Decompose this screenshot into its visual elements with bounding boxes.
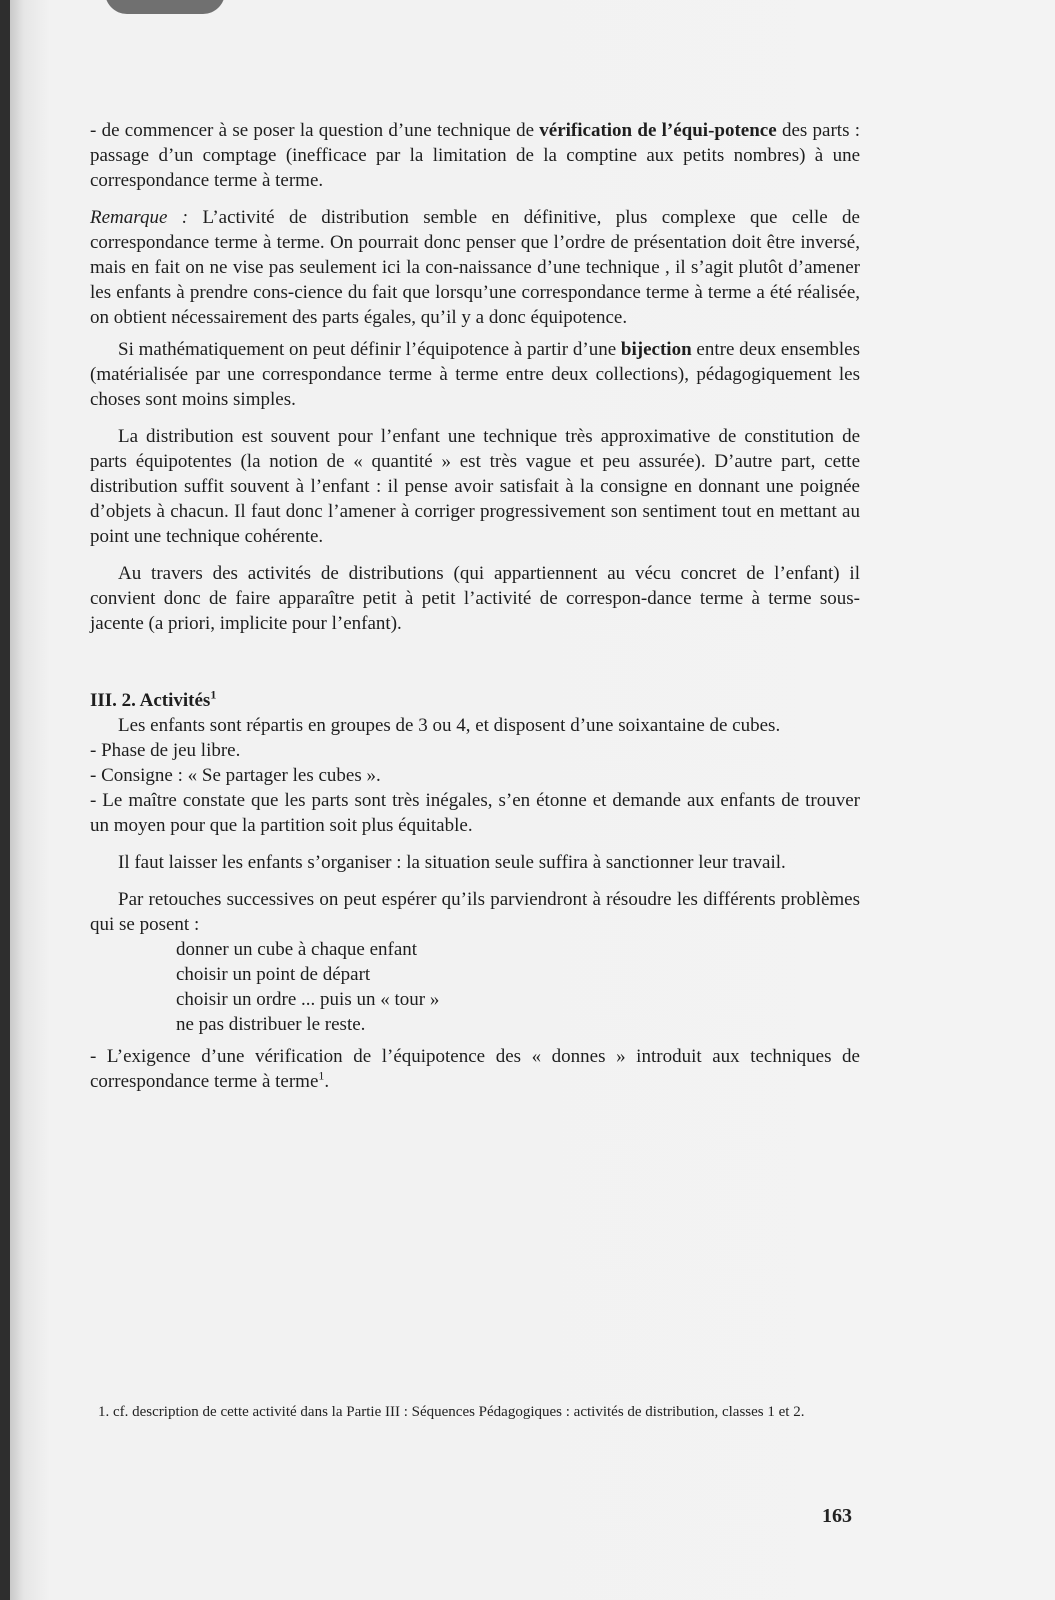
paragraph-distribution: La distribution est souvent pour l’enfant une technique très approximative de constitution de parts équipotentes (la notion de « quantité » est très vague et peu assurée). D’autre part, cette distribution suffit souvent à l’enfant : il pense avoir satisfait à la consigne en donnant une poignée d’objets à chacun. Il faut donc l’amener à corriger progressivement son sentiment tout en mettant au point une technique cohérente. (90, 426, 860, 547)
paragraph-retouches: Par retouches successives on peut espérer qu’ils parviendront à résoudre les différents problèmes qui se posent : (90, 889, 860, 935)
paragraph-bijection: Si mathématiquement on peut définir l’équipotence à partir d’une bijection entre deux ensembles (matérialisée par une correspondance terme à terme entre deux collections), pédagogiquement les choses sont moins simples. (90, 339, 860, 410)
footnote: 1. cf. description de cette activité dans la Partie III : Séquences Pédagogiques : activités de distribution, classes 1 et 2. (98, 1404, 805, 1420)
paragraph-remarque: Remarque : L’activité de distribution semble en définitive, plus complexe que celle de correspondance terme à terme. On pourrait donc penser que l’ordre de présentation doit être inversé, mais en fait on ne vise pas seulement ici la con-naissance d’une technique , il s’agit plutôt d’amener les enfants à prendre cons-cience du fait que lorsqu’une correspondance terme à terme a été réalisée, on obtient nécessairement des parts égales, qu’il y a donc équipotence. (90, 207, 860, 328)
paragraph-au-travers: Au travers des activités de distributions (qui appartiennent au vécu concret de l’enfant) il convient donc de faire apparaître petit à petit l’activité de correspon-dance terme à terme sous-jacente (a priori, implicite pour l’enfant). (90, 563, 860, 634)
bold-term: bijection (620, 339, 692, 360)
body-text (90, 118, 860, 1094)
list-item: - Consigne : « Se partager les cubes ». (90, 765, 381, 786)
scan-artifact (105, 0, 225, 14)
paragraph-organiser: Il faut laisser les enfants s’organiser : la situation seule suffira à sanctionner leur travail. (118, 852, 786, 873)
list-item: - Phase de jeu libre. (90, 740, 241, 761)
paragraph-verification: - de commencer à se poser la question d’une technique de vérification de l’équi-potence des parts : passage d’un comptage (inefficace par la limitation de la comptine aux petits nombres) à une correspondance terme à terme. (90, 120, 860, 191)
problem-list (90, 937, 860, 1037)
page-number: 163 (822, 1505, 852, 1527)
list-item: donner un cube à chaque enfant (176, 939, 418, 960)
book-page (10, 0, 1055, 1600)
remarque-label: Remarque : (90, 207, 189, 228)
list-item: ne pas distribuer le reste. (176, 1014, 366, 1035)
list-item: choisir un point de départ (176, 964, 371, 985)
paragraph-exigence: - L’exigence d’une vérification de l’équipotence des « donnes » introduit aux techniques de correspondance terme à terme$^1$. (90, 1046, 860, 1092)
list-item: choisir un ordre ... puis un « tour » (176, 989, 440, 1010)
list-item: - Le maître constate que les parts sont très inégales, s’en étonne et demande aux enfants de trouver un moyen pour que la partition soit plus équitable. (90, 790, 860, 836)
bold-term: vérification de l’équi-potence (539, 120, 777, 141)
footnote-ref: 1 (318, 1068, 325, 1083)
section-heading: III. 2. Activités$^1$ (90, 687, 217, 711)
paragraph-groupes: Les enfants sont répartis en groupes de 3 ou 4, et disposent d’une soixantaine de cubes. (118, 715, 781, 736)
footnote-ref: 1 (210, 687, 217, 702)
